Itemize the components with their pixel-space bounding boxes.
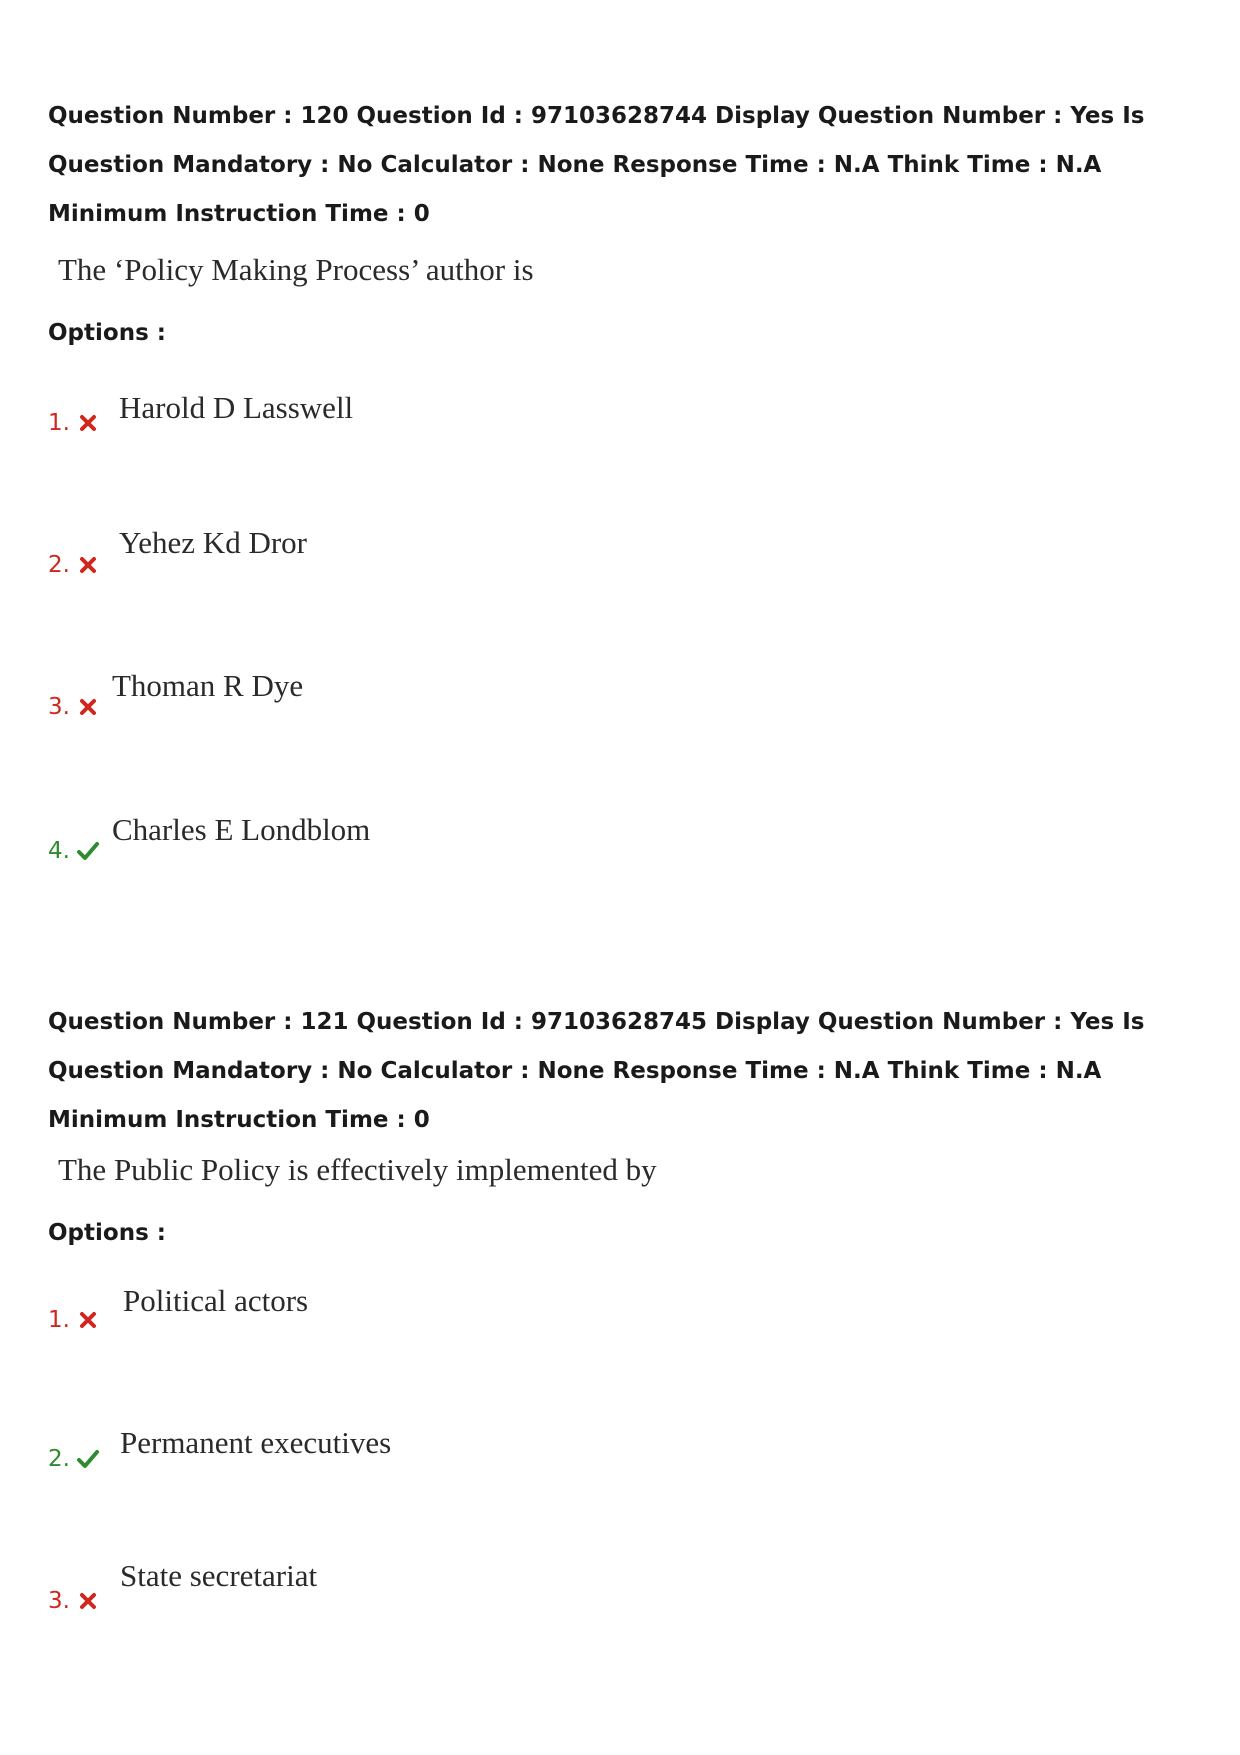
question-text: The ‘Policy Making Process’ author is — [58, 252, 534, 287]
option-number: 1. — [48, 1307, 70, 1333]
option-text: Harold D Lasswell — [119, 390, 354, 425]
options-label: Options : — [48, 320, 166, 346]
question-meta: Question Number : 121 Question Id : 97103628745 Display Question Number : Yes Is Question Mandatory : No Calculator : None Response Time : N.A Think Time : N.A Minimum Instruction Time : 0 — [48, 1009, 1145, 1133]
option-number: 3. — [48, 694, 70, 720]
cross-mark-icon — [75, 694, 101, 720]
option-number: 2. — [48, 1446, 70, 1472]
check-mark-icon — [75, 1446, 101, 1472]
option-text: State secretariat — [120, 1558, 318, 1593]
option-number: 1. — [48, 410, 70, 436]
cross-mark-icon — [75, 552, 101, 578]
cross-mark-icon — [75, 410, 101, 436]
options-label: Options : — [48, 1220, 166, 1246]
question-meta: Question Number : 120 Question Id : 97103628744 Display Question Number : Yes Is Question Mandatory : No Calculator : None Response Time : N.A Think Time : N.A Minimum Instruction Time : 0 — [48, 103, 1145, 227]
question-text: The Public Policy is effectively implemented by — [58, 1152, 657, 1187]
option-text: Permanent executives — [120, 1425, 392, 1460]
cross-mark-icon — [75, 1307, 101, 1333]
cross-mark-icon — [75, 1588, 101, 1614]
option-text: Yehez Kd Dror — [119, 525, 307, 560]
option-number: 3. — [48, 1588, 70, 1614]
option-text: Political actors — [123, 1283, 309, 1318]
option-text: Charles E Londblom — [112, 812, 371, 847]
check-mark-icon — [75, 838, 101, 864]
option-number: 2. — [48, 552, 70, 578]
option-text: Thoman R Dye — [112, 668, 304, 703]
option-number: 4. — [48, 838, 70, 864]
